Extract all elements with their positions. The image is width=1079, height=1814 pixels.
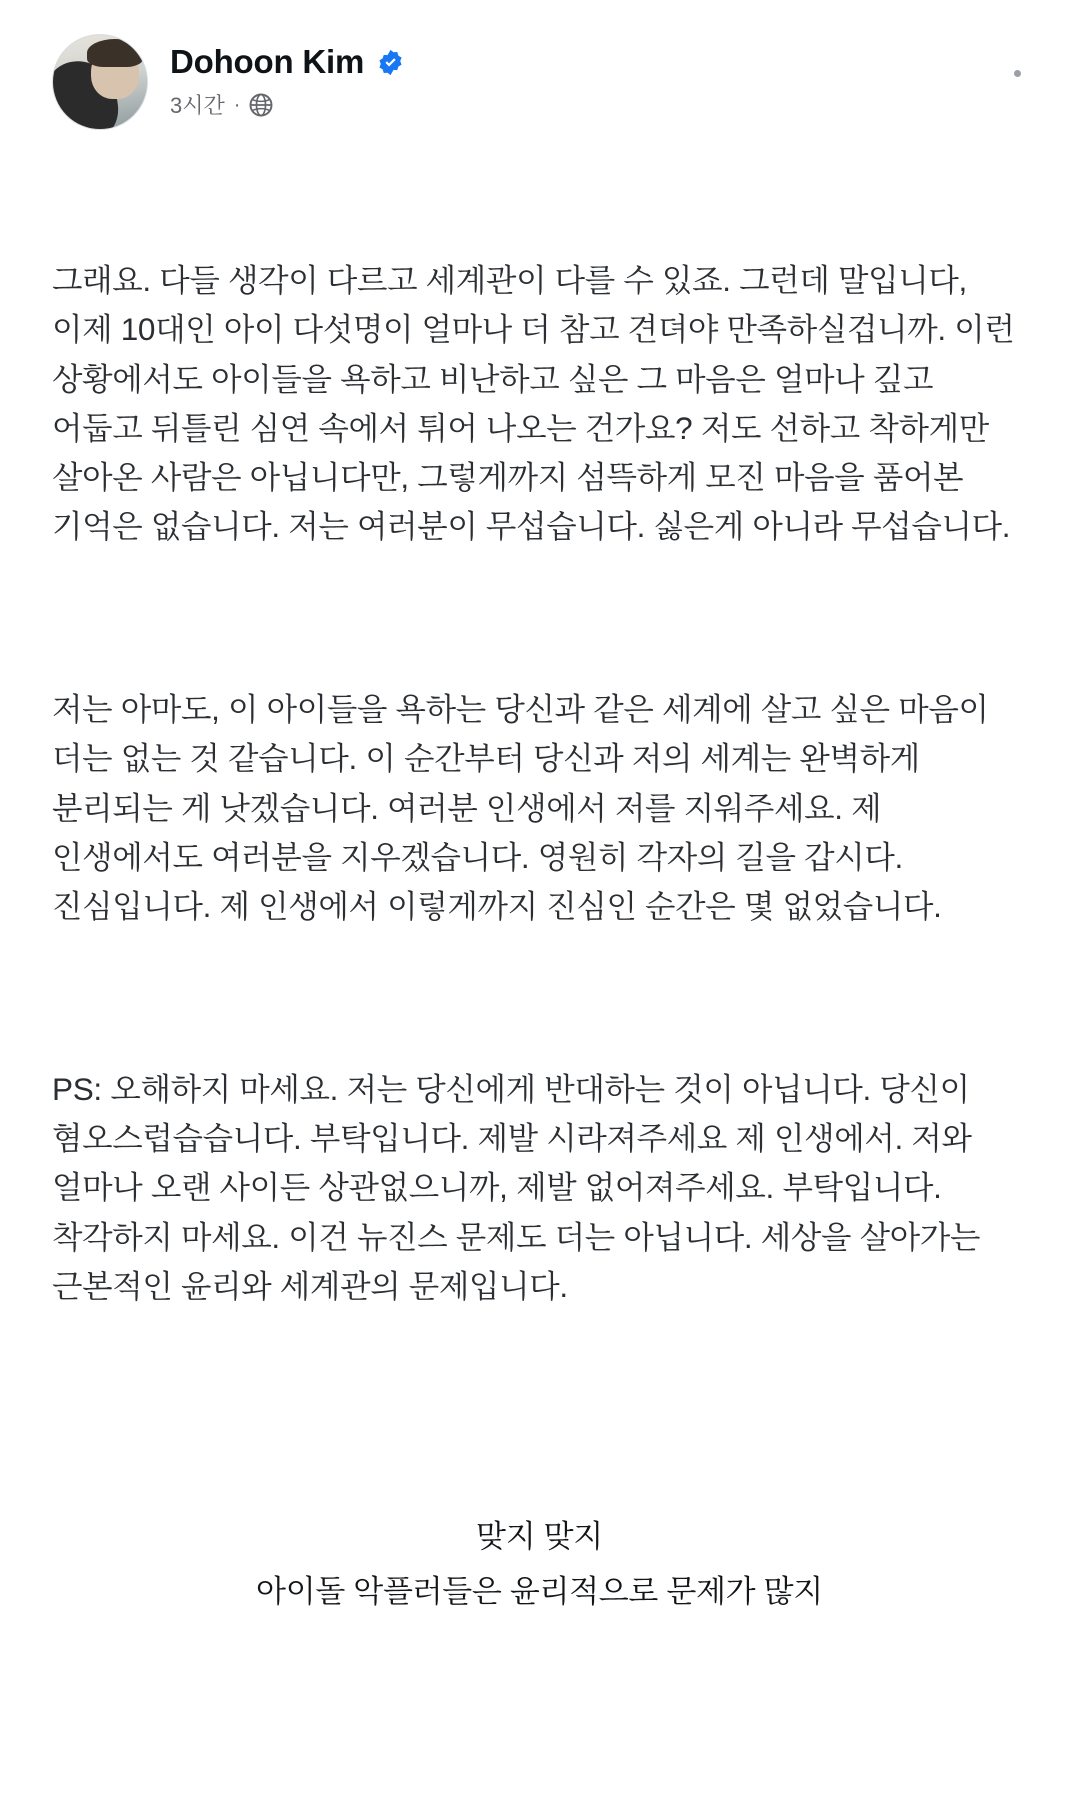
post-paragraph: 저는 아마도, 이 아이들을 욕하는 당신과 같은 세계에 살고 싶은 마음이 더는 없는 것 같습니다. 이 순간부터 당신과 저의 세계는 완벽하게 분리되는 게 낫겠습니다. 여러분 인생에서 저를 지워주세요. 제 인생에서도 여러분을 지우겠습니다. 영원히 각자의 길을 갑시다. 진심입니다. 제 인생에서 이렇게까지 진심인 순간은 몇 없었습니다.	[52, 691, 998, 924]
avatar[interactable]	[52, 34, 148, 130]
verified-badge-icon	[376, 48, 405, 77]
author-name-row	[170, 44, 405, 80]
meta-separator: ·	[233, 93, 241, 116]
post-header	[52, 34, 1027, 130]
post-body	[52, 158, 1027, 1409]
avatar-hair-shape	[87, 39, 143, 67]
post-paragraph: PS: 오해하지 마세요. 저는 당신에게 반대하는 것이 아닙니다. 당신이 혐오스럽습습니다. 부탁입니다. 제발 시라져주세요 제 인생에서. 저와 얼마나 오랜 사이든 상관없으니까, 제발 없어져주세요. 부탁입니다. 착각하지 마세요. 이건 뉴진스 문제도 더는 아닙니다. 세상을 살아가는 근본적인 윤리와 세계관의 문제입니다.	[52, 1071, 989, 1304]
author-name[interactable]: Dohoon Kim	[170, 43, 365, 80]
post-meta-row	[170, 89, 405, 120]
post-paragraph: 그래요. 다들 생각이 다르고 세계관이 다를 수 있죠. 그런데 말입니다, 이제 10대인 아이 다섯명이 얼마나 더 참고 견뎌야 만족하실겁니까. 이런 상황에서도 아이들을 욕하고 비난하고 싶은 그 마음은 얼마나 깊고 어둡고 뒤틀린 심연 속에서 튀어 나오는 건가요? 저도 선하고 착하게만 살아온 사람은 아닙니다만, 그렇게까지 섬뜩하게 모진 마음을 품어본 기억은 없습니다. 저는 여러분이 무섭습니다. 싫은게 아니라 무섭습니다.	[52, 262, 1024, 544]
post-timestamp[interactable]: 3시간	[170, 93, 225, 119]
post-author-block	[170, 34, 405, 120]
caption-line: 맞지 맞지	[476, 1519, 603, 1554]
caption-line: 아이돌 악플러들은 윤리적으로 문제가 많지	[256, 1574, 823, 1610]
menu-dot-icon[interactable]	[1014, 70, 1021, 77]
globe-icon[interactable]	[249, 93, 273, 117]
caption-block	[0, 1513, 1079, 1661]
